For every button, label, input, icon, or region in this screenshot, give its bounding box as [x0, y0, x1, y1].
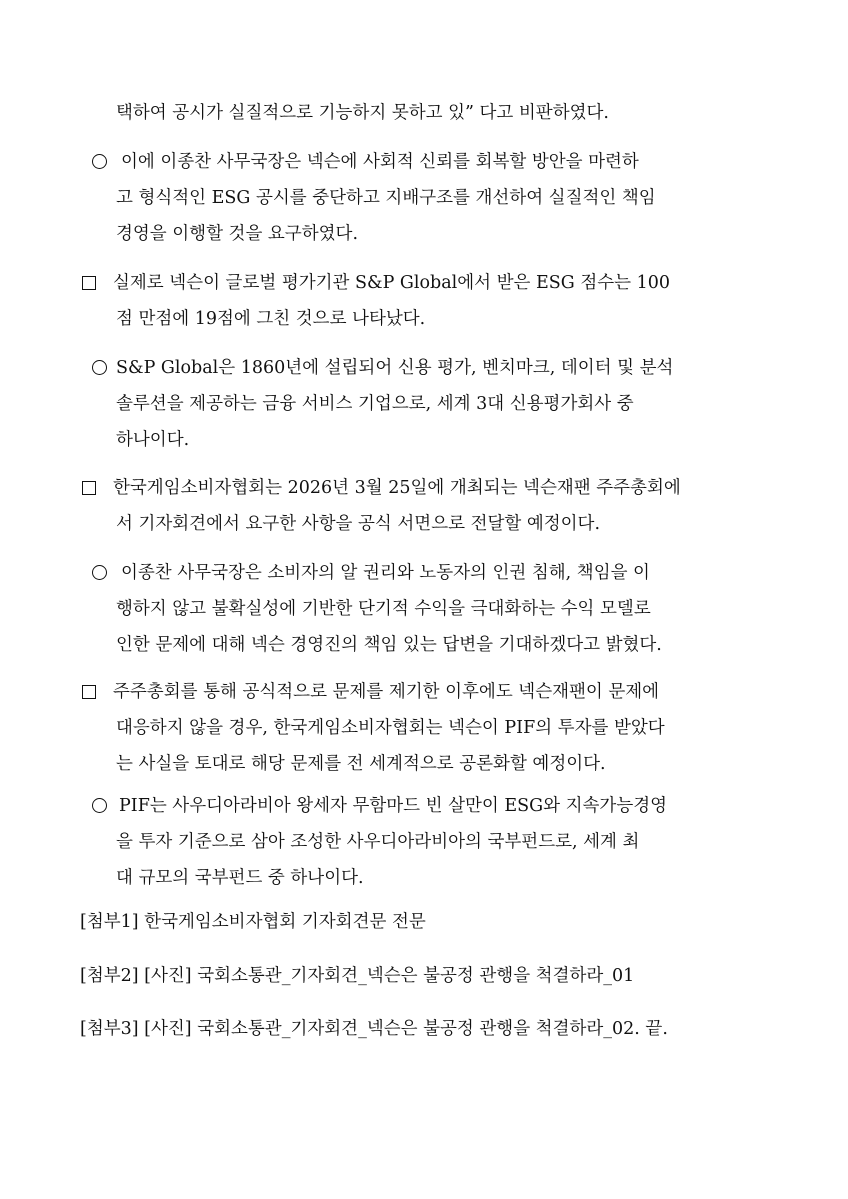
item-line: 주주총회를 통해 공식적으로 문제를 제기한 이후에도 넥슨재팬이 문제에: [113, 682, 660, 702]
item-line: 을 투자 기준으로 삼아 조성한 사우디아라비아의 국부펀드로, 세계 최: [116, 832, 640, 852]
circle-bullet-icon: [92, 154, 107, 169]
square-bullet-icon: [82, 685, 96, 699]
square-bullet-icon: [82, 276, 96, 290]
attachment-text: [첨부2] [사진] 국회소통관_기자회견_넥슨은 불공정 관행을 척결하라_01: [80, 966, 635, 986]
attachment-text: [첨부3] [사진] 국회소통관_기자회견_넥슨은 불공정 관행을 척결하라_02. 끝.: [80, 1019, 668, 1039]
item-line: 인한 문제에 대해 넥슨 경영진의 책임 있는 답변을 기대하겠다고 밝혔다.: [116, 635, 662, 655]
item-line: 이종찬 사무국장은 소비자의 알 권리와 노동자의 인권 침해, 책임을 이: [121, 563, 650, 583]
item-line: PIF는 사우디아라비아 왕세자 무함마드 빈 살만이 ESG와 지속가능경영: [119, 796, 668, 816]
item-line: 솔루션을 제공하는 금융 서비스 기업으로, 세계 3대 신용평가회사 중: [116, 394, 634, 414]
circle-bullet-icon: [92, 360, 107, 375]
circle-bullet-icon: [92, 565, 107, 580]
intro-line: 택하여 공시가 실질적으로 기능하지 못하고 있” 다고 비판하였다.: [116, 103, 609, 123]
item-line: S&P Global은 1860년에 설립되어 신용 평가, 벤치마크, 데이터 및 분석: [116, 358, 674, 378]
item-line: 경영을 이행할 것을 요구하였다.: [116, 224, 359, 244]
item-line: 하나이다.: [116, 430, 190, 450]
item-line: 점 만점에 19점에 그친 것으로 나타났다.: [116, 309, 426, 329]
item-line: 대 규모의 국부펀드 중 하나이다.: [116, 868, 364, 888]
square-bullet-icon: [82, 481, 96, 495]
item-line: 실제로 넥슨이 글로벌 평가기관 S&P Global에서 받은 ESG 점수는 100: [113, 273, 670, 293]
circle-bullet-icon: [92, 798, 107, 813]
attachment-text: [첨부1] 한국게임소비자협회 기자회견문 전문: [80, 912, 426, 932]
item-line: 한국게임소비자협회는 2026년 3월 25일에 개최되는 넥슨재팬 주주총회에: [113, 478, 681, 498]
item-line: 행하지 않고 불확실성에 기반한 단기적 수익을 극대화하는 수익 모델로: [116, 599, 651, 619]
item-line: 이에 이종찬 사무국장은 넥슨에 사회적 신뢰를 회복할 방안을 마련하: [121, 152, 639, 172]
item-line: 는 사실을 토대로 해당 문제를 전 세계적으로 공론화할 예정이다.: [116, 754, 606, 774]
item-line: 대응하지 않을 경우, 한국게임소비자협회는 넥슨이 PIF의 투자를 받았다: [116, 718, 665, 738]
item-line: 고 형식적인 ESG 공시를 중단하고 지배구조를 개선하여 실질적인 책임: [116, 188, 656, 208]
item-line: 서 기자회견에서 요구한 사항을 공식 서면으로 전달할 예정이다.: [116, 514, 601, 534]
